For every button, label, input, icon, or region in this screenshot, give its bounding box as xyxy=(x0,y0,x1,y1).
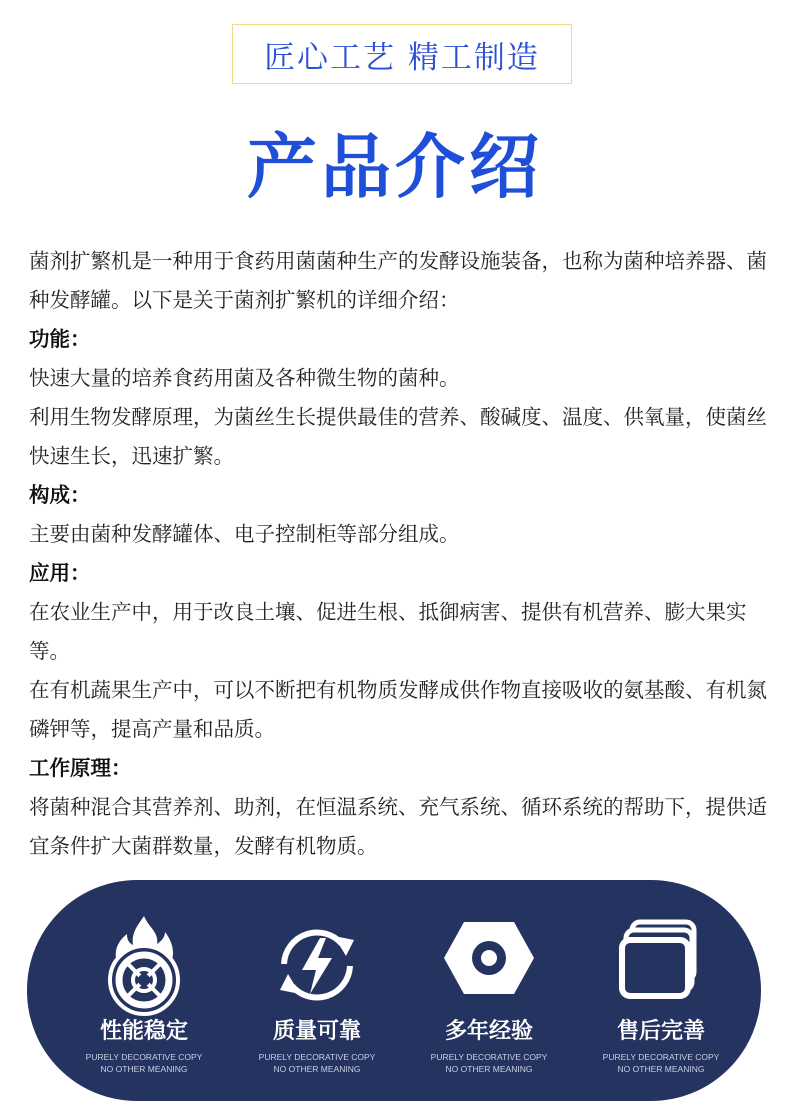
section-paragraph: 利用生物发酵原理，为菌丝生长提供最佳的营养、酸碱度、温度、供氧量，使菌丝快速生长，迅速扩繁。 xyxy=(29,405,767,468)
tagline-box xyxy=(232,24,572,84)
feature-label: 质量可靠 xyxy=(272,1019,361,1044)
cards-icon xyxy=(606,910,716,1020)
feature-label: 多年经验 xyxy=(444,1019,533,1044)
feature-experience xyxy=(399,880,579,1101)
section-heading-principle: 工作原理： xyxy=(29,756,132,780)
intro-paragraph: 菌剂扩繁机是一种用于食药用菌菌种生产的发酵设施装备，也称为菌种培养器、菌种发酵罐。以下是关于菌剂扩繁机的详细介绍： xyxy=(29,249,767,312)
section-paragraph: 将菌种混合其营养剂、助剂，在恒温系统、充气系统、循环系统的帮助下，提供适宜条件扩大菌群数量，发酵有机物质。 xyxy=(29,795,767,858)
tagline: 匠心工艺 精工制造 xyxy=(264,39,540,76)
features-banner xyxy=(27,880,761,1101)
feature-subtext: PURELY DECORATIVE COPY NO OTHER MEANING xyxy=(430,1052,548,1074)
product-description xyxy=(29,242,774,866)
feature-subtext: PURELY DECORATIVE COPY NO OTHER MEANING xyxy=(258,1052,376,1074)
feature-subtext: PURELY DECORATIVE COPY NO OTHER MEANING xyxy=(602,1052,720,1074)
section-heading-application: 应用： xyxy=(29,561,91,585)
hex-nut-icon xyxy=(434,910,544,1020)
feature-reliable xyxy=(227,880,407,1101)
feature-subtext: PURELY DECORATIVE COPY NO OTHER MEANING xyxy=(85,1052,203,1074)
feature-label: 售后完善 xyxy=(616,1019,705,1044)
section-heading-function: 功能： xyxy=(29,327,91,351)
section-paragraph: 在农业生产中，用于改良土壤、促进生根、抵御病害、提供有机营养、膨大果实等。 xyxy=(29,600,747,663)
feature-stable xyxy=(54,880,234,1101)
flame-gear-icon xyxy=(89,910,199,1020)
section-heading-composition: 构成： xyxy=(29,483,91,507)
section-paragraph: 快速大量的培养食药用菌及各种微生物的菌种。 xyxy=(29,366,460,390)
lightning-cycle-icon xyxy=(262,910,372,1020)
page-title: 产品介绍 xyxy=(247,126,543,208)
section-paragraph: 主要由菌种发酵罐体、电子控制柜等部分组成。 xyxy=(29,522,460,546)
section-paragraph: 在有机蔬果生产中，可以不断把有机物质发酵成供作物直接吸收的氨基酸、有机氮磷钾等，提高产量和品质。 xyxy=(29,678,767,741)
feature-aftersales xyxy=(571,880,751,1101)
feature-label: 性能稳定 xyxy=(99,1019,188,1044)
